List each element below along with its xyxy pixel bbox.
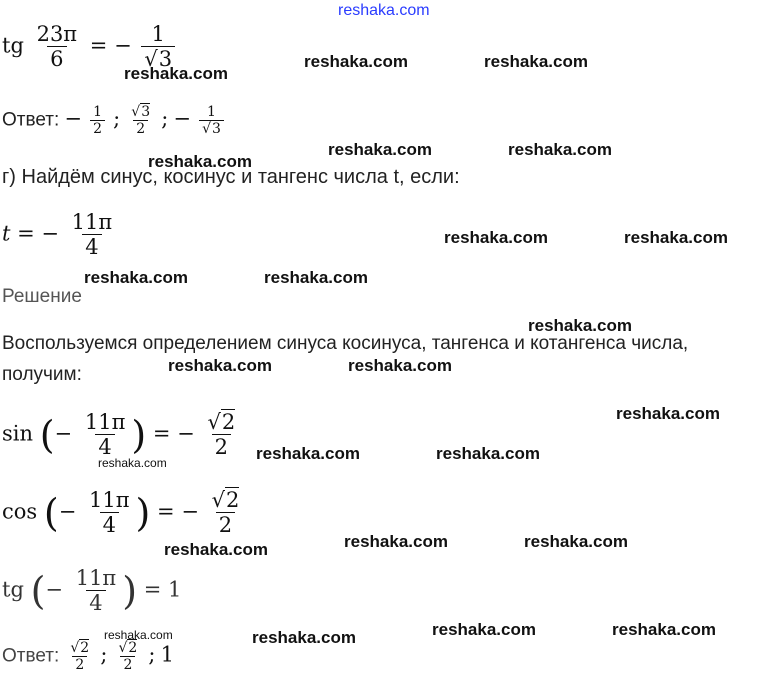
watermark: reshaka.com (344, 532, 448, 551)
minus: − (64, 106, 82, 131)
radicand: 2 (80, 640, 90, 656)
cos-equation (2, 488, 245, 538)
tg-equation-1 (2, 22, 178, 72)
denominator: 2 (212, 434, 231, 460)
numerator: √2 (118, 640, 138, 656)
denominator: 2 (216, 512, 235, 538)
radicand: 2 (128, 640, 138, 656)
solution-heading: Решение (2, 286, 82, 307)
denominator: 2 (90, 120, 105, 138)
watermark: reshaka.com (432, 620, 536, 639)
watermark: reshaka.com (252, 628, 356, 647)
numerator: √2 (211, 488, 240, 512)
watermark: reshaka.com (612, 620, 716, 639)
answer-label: Ответ: (2, 109, 60, 131)
right-paren: ) (131, 413, 147, 458)
fraction (73, 566, 120, 616)
watermark: reshaka.com (168, 356, 272, 375)
radicand: 3 (212, 121, 221, 138)
separator: ; (100, 642, 108, 667)
numerator: √3 (131, 104, 151, 120)
denominator: 4 (95, 434, 114, 460)
t-definition (2, 210, 118, 260)
answer-label: Ответ: (2, 645, 60, 667)
fraction (204, 410, 238, 460)
numerator: 1 (207, 104, 216, 120)
fraction (115, 640, 140, 674)
watermark: reshaka.com (616, 404, 720, 423)
fraction (82, 410, 129, 460)
task-g: г) Найдём синус, косинус и тангенс числа t, если: (2, 166, 460, 188)
watermark: reshaka.com (304, 52, 408, 71)
tg-equation-2 (2, 566, 181, 616)
watermark: reshaka.com (84, 268, 188, 287)
radicand: 3 (158, 47, 173, 72)
denominator: 4 (82, 234, 101, 260)
radicand: 2 (226, 488, 240, 512)
numerator: 11π (89, 488, 130, 512)
numerator: 11π (84, 410, 126, 434)
equals-minus: = − (89, 33, 132, 58)
denominator: 6 (47, 46, 66, 72)
sin-equation (2, 410, 241, 460)
numerator: 1 (93, 104, 102, 120)
watermark: reshaka.com (104, 628, 173, 642)
fraction (34, 22, 81, 72)
fraction (67, 640, 92, 674)
watermark: reshaka.com (524, 532, 628, 551)
fraction (209, 488, 243, 538)
fraction (86, 488, 133, 538)
watermark: reshaka.com (444, 228, 548, 247)
numerator: √2 (207, 410, 236, 434)
right-paren: ) (122, 569, 138, 614)
separator: ; (148, 642, 156, 667)
denominator: 2 (72, 656, 87, 674)
numerator: 23π (36, 22, 78, 46)
denominator: 2 (120, 656, 135, 674)
numerator: 1 (151, 22, 165, 46)
watermark: reshaka.com (256, 444, 360, 463)
func-sin: sin (2, 421, 34, 446)
func-cos: cos (2, 499, 38, 524)
func-tg: tg (2, 33, 24, 58)
watermark: reshaka.com (484, 52, 588, 71)
equals-minus: = − (157, 499, 199, 524)
func-tg: tg (2, 577, 24, 602)
fraction (141, 22, 175, 72)
separator: ; (113, 106, 121, 131)
watermark: reshaka.com (528, 316, 632, 335)
radicand: 2 (221, 410, 236, 434)
denominator: √3 (199, 120, 224, 138)
radicand: 3 (141, 104, 151, 120)
answer-1 (2, 104, 227, 138)
minus: − (54, 421, 73, 446)
watermark: reshaka.com (436, 444, 540, 463)
solution-text-2: получим: (2, 364, 82, 385)
t-lhs: t = − (2, 221, 59, 246)
denominator: √3 (141, 46, 175, 72)
watermark: reshaka.com (148, 152, 252, 171)
value: 1 (160, 642, 174, 667)
minus: − (173, 106, 191, 131)
watermark: reshaka.com (348, 356, 452, 375)
watermark-top[interactable]: reshaka.com (338, 2, 430, 19)
watermark: reshaka.com (328, 140, 432, 159)
watermark: reshaka.com (264, 268, 368, 287)
right-paren: ) (135, 491, 151, 536)
minus: − (45, 577, 64, 602)
fraction (199, 104, 224, 138)
fraction (128, 104, 153, 138)
answer-2 (2, 640, 174, 674)
separator: ; (161, 106, 169, 131)
left-paren: ( (43, 491, 59, 536)
equals-one: = 1 (143, 577, 182, 602)
denominator: 2 (133, 120, 148, 138)
watermark: reshaka.com (124, 64, 228, 83)
minus: − (58, 499, 77, 524)
equals-minus: = − (152, 421, 195, 446)
numerator: √2 (70, 640, 90, 656)
left-paren: ( (39, 413, 55, 458)
watermark: reshaka.com (98, 456, 167, 470)
fraction (90, 104, 105, 138)
denominator: 4 (86, 590, 105, 616)
watermark: reshaka.com (164, 540, 268, 559)
numerator: 11π (75, 566, 117, 590)
solution-text-1: Воспользуемся определением синуса косинуса, тангенса и котангенса числа, (2, 333, 689, 354)
denominator: 4 (100, 512, 119, 538)
numerator: 11π (71, 210, 113, 234)
watermark: reshaka.com (508, 140, 612, 159)
watermark: reshaka.com (624, 228, 728, 247)
fraction (69, 210, 116, 260)
left-paren: ( (30, 569, 46, 614)
